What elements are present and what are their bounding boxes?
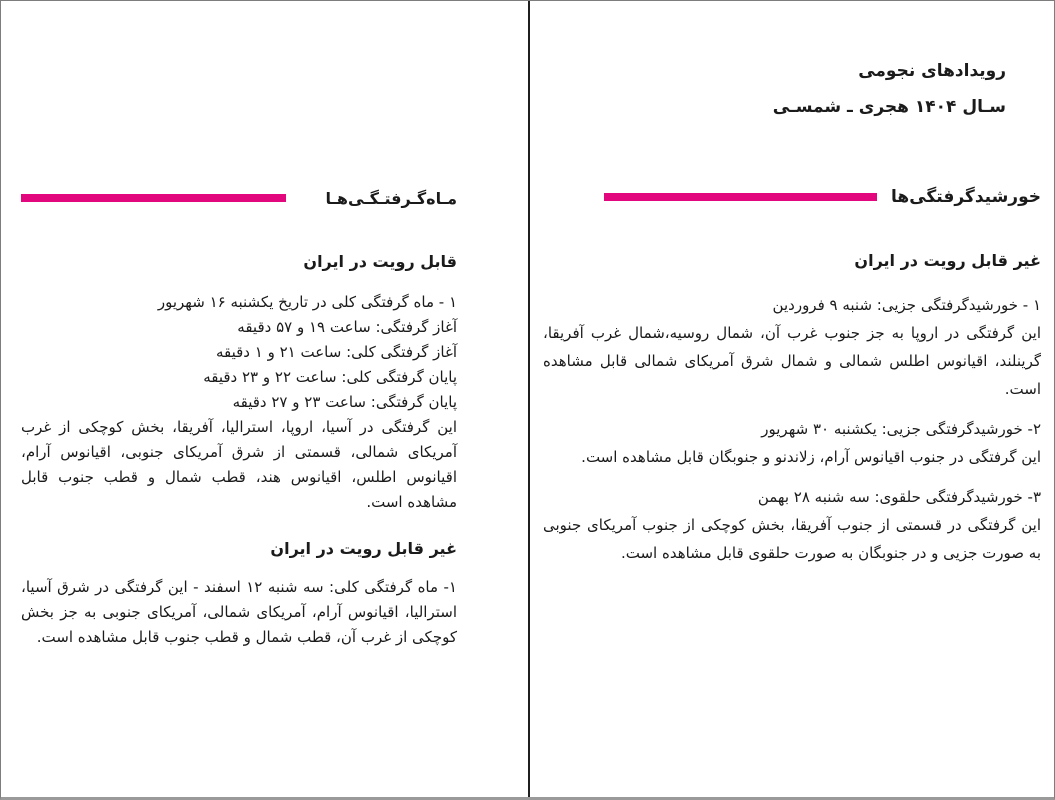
solar-accent-bar — [604, 193, 877, 201]
lunar-header-label: مـاه‌گـرفتـگـی‌هـا — [325, 188, 457, 208]
eclipse-item-body: این گرفتگی در قسمتی از جنوب آفریقا، بخش کوچکی از جنوب آمریکای جنوبی به صورت جزیی و در جنوبگان به صورت حلقوی قابل مشاهده است. — [543, 516, 1041, 562]
eclipse-item-title: ۲- خورشیدگرفتگی جزیی: یکشنبه ۳۰ شهریور — [761, 420, 1041, 438]
solar-invisible-heading: غیر قابل رویت در ایران — [854, 251, 1041, 270]
lunar-event-title: ۱ - ماه گرفتگی کلی در تاریخ یکشنبه ۱۶ شهریور — [157, 293, 457, 311]
lunar-section-header — [21, 186, 457, 210]
eclipse-time-end: پایان گرفتگی: ساعت ۲۳ و ۲۷ دقیقه — [232, 393, 457, 411]
lunar-accent-bar — [21, 194, 286, 202]
lunar-visible-body: این گرفتگی در آسیا، اروپا، استرالیا، آفریقا، بخش کوچکی از غرب آمریکای شمالی، قسمتی از شرق آمریکای جنوبی، اقیانوس آرام، اقیانوس اطلس، اقیانوس هند، قطب شمال و قطب جنوب قابل مشاهده است. — [21, 418, 457, 511]
title-line-2: سـال ۱۴۰۴ هجری ـ شمسـی — [772, 97, 1006, 117]
eclipse-item — [543, 291, 1041, 403]
solar-section-header — [543, 185, 1041, 209]
eclipse-time-total-end: پایان گرفتگی کلی: ساعت ۲۲ و ۲۳ دقیقه — [203, 368, 457, 386]
eclipse-item-body: این گرفتگی در اروپا به جز جنوب غرب آن، شمال روسیه،شمال غرب آفریقا، گرینلند، اقیانوس اطلس شمالی و شمال شرق آمریکای شمالی قابل مشاهده است. — [543, 324, 1041, 398]
solar-header-label: خورشیدگرفتگی‌ها — [891, 187, 1041, 207]
title-line-1: رویدادهای نجومی — [858, 61, 1006, 81]
eclipse-item — [543, 415, 1041, 471]
page-divider — [528, 1, 530, 797]
eclipse-item-title: ۱ - خورشیدگرفتگی جزیی: شنبه ۹ فروردین — [772, 296, 1041, 314]
lunar-invisible-body: ۱- ماه گرفتگی کلی: سه شنبه ۱۲ اسفند - این گرفتگی در شرق آسیا، استرالیا، اقیانوس آرام، آمریکای شمالی، آمریکای جنوبی به جز بخش کوچکی از غرب آن، قطب شمال و قطب جنوب قابل مشاهده است. — [21, 578, 457, 646]
lunar-visible-heading: قابل رویت در ایران — [303, 252, 457, 271]
lunar-page — [21, 1, 457, 650]
eclipse-item-body: این گرفتگی در جنوب اقیانوس آرام، زلاندنو و جنوبگان قابل مشاهده است. — [581, 448, 1041, 466]
document-title — [543, 53, 1006, 125]
eclipse-time-total-start: آغاز گرفتگی کلی: ساعت ۲۱ و ۱ دقیقه — [215, 343, 457, 361]
eclipse-time-start: آغاز گرفتگی: ساعت ۱۹ و ۵۷ دقیقه — [237, 318, 457, 336]
solar-page — [543, 1, 1041, 567]
eclipse-item-title: ۳- خورشیدگرفتگی حلقوی: سه شنبه ۲۸ بهمن — [757, 488, 1041, 506]
lunar-invisible-heading: غیر قابل رویت در ایران — [270, 539, 457, 558]
eclipse-item — [543, 483, 1041, 567]
